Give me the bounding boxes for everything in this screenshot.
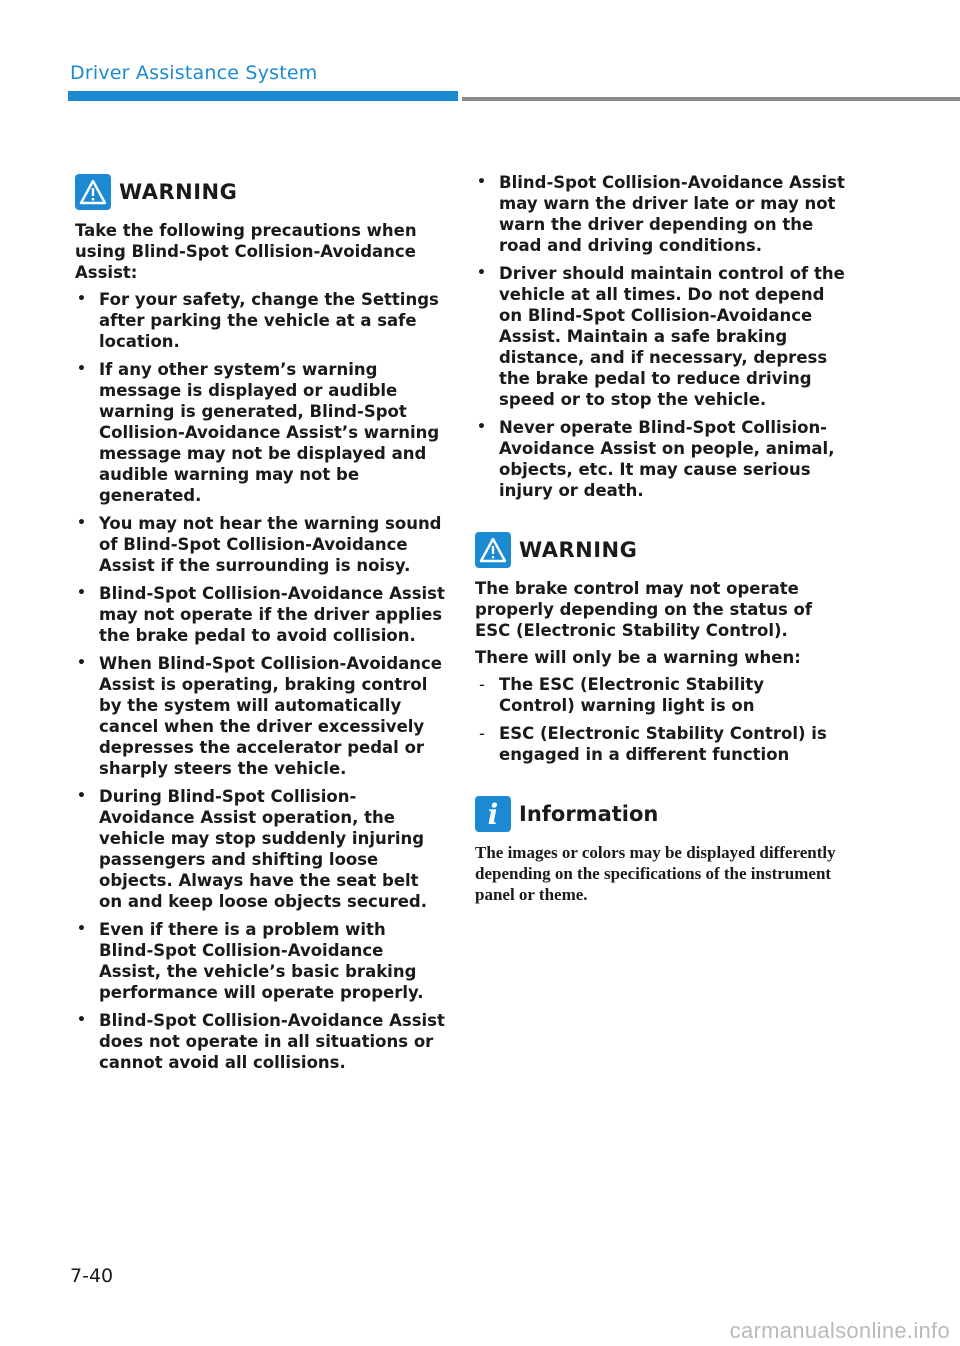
information-text: The images or colors may be displayed differently depending on the specifications of the instrument panel or theme. bbox=[475, 843, 836, 904]
info-icon: i bbox=[475, 796, 511, 832]
warning-triangle-icon bbox=[75, 174, 111, 210]
warning-list bbox=[75, 289, 445, 1073]
right-column bbox=[475, 172, 845, 905]
list-item: • Blind-Spot Collision-Avoidance Assist may warn the driver late or may not warn the driver depending on the road and driving conditions. bbox=[475, 172, 845, 256]
watermark: carmanualsonline.info bbox=[729, 1318, 950, 1343]
list-item: - The ESC (Electronic Stability Control) warning light is on bbox=[475, 674, 845, 716]
warning-header bbox=[475, 530, 845, 570]
list-item: • Blind-Spot Collision-Avoidance Assist may not operate if the driver applies the brake pedal to avoid collision. bbox=[75, 583, 445, 646]
list-item: • During Blind-Spot Collision-Avoidance Assist operation, the vehicle may stop suddenly injuring passengers and shifting loose objects. Always have the seat belt on and keep loose objects secured. bbox=[75, 786, 445, 912]
warning-list-continued bbox=[475, 172, 845, 501]
warning-title: WARNING bbox=[519, 538, 638, 562]
list-item: • For your safety, change the Settings after parking the vehicle at a safe location. bbox=[75, 289, 445, 352]
warning-intro: Take the following precautions when using Blind-Spot Collision-Avoidance Assist: bbox=[75, 221, 417, 282]
list-item: • Never operate Blind-Spot Collision-Avoidance Assist on people, animal, objects, etc. It may cause serious injury or death. bbox=[475, 417, 845, 501]
warning-condition-list bbox=[475, 674, 845, 765]
information-title: Information bbox=[519, 802, 659, 826]
left-column bbox=[75, 172, 445, 1080]
list-item: • Blind-Spot Collision-Avoidance Assist does not operate in all situations or cannot avoid all collisions. bbox=[75, 1010, 445, 1073]
header-rule-accent bbox=[68, 91, 458, 101]
warning-triangle-icon bbox=[475, 532, 511, 568]
list-item: • You may not hear the warning sound of Blind-Spot Collision-Avoidance Assist if the surrounding is noisy. bbox=[75, 513, 445, 576]
list-item: - ESC (Electronic Stability Control) is engaged in a different function bbox=[475, 723, 845, 765]
header-rule-gray bbox=[462, 97, 960, 101]
list-item: • Driver should maintain control of the vehicle at all times. Do not depend on Blind-Spot Collision-Avoidance Assist. Maintain a safe braking distance, and if necessary, depress the brake pedal to reduce driving speed or to stop the vehicle. bbox=[475, 263, 845, 410]
information-header bbox=[475, 794, 845, 834]
list-item: • Even if there is a problem with Blind-Spot Collision-Avoidance Assist, the vehicle’s basic braking performance will operate properly. bbox=[75, 919, 445, 1003]
warning-header bbox=[75, 172, 445, 212]
warning-intro: The brake control may not operate properly depending on the status of ESC (Electronic Stability Control). bbox=[475, 579, 813, 640]
page-number: 7-40 bbox=[70, 1265, 114, 1287]
section-title: Driver Assistance System bbox=[70, 62, 318, 84]
list-item: • When Blind-Spot Collision-Avoidance Assist is operating, braking control by the system will automatically cancel when the driver excessively depresses the accelerator pedal or sharply steers the vehicle. bbox=[75, 653, 445, 779]
warning-title: WARNING bbox=[119, 180, 238, 204]
list-item: • If any other system’s warning message is displayed or audible warning is generated, Blind-Spot Collision-Avoidance Assist’s warning message may not be displayed and audible warning may not be generated. bbox=[75, 359, 445, 506]
warning-intro-secondary: There will only be a warning when: bbox=[475, 648, 801, 667]
